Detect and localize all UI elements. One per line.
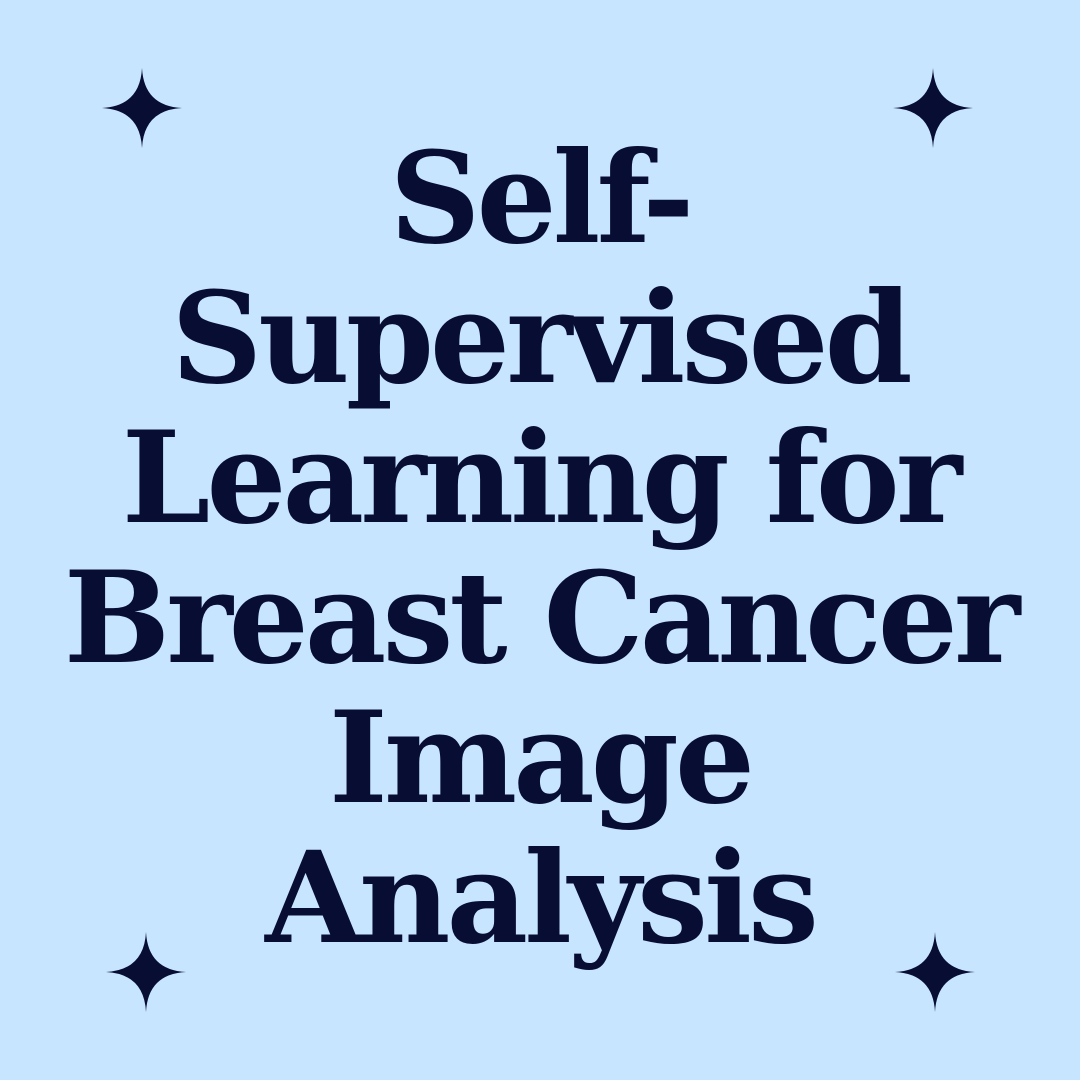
title-line-5: Image	[328, 684, 752, 832]
sparkle-bottom-right-icon	[895, 932, 975, 1012]
four-point-star-icon	[106, 932, 186, 1012]
title-line-1: Self-	[389, 124, 691, 272]
sparkle-bottom-left-icon	[106, 932, 186, 1012]
title-line-2: Supervised	[171, 264, 909, 412]
title-line-3: Learning for	[121, 404, 959, 552]
four-point-star-icon	[895, 932, 975, 1012]
title-line-6: Analysis	[265, 824, 815, 972]
poster-title	[40, 124, 1040, 972]
title-line-4: Breast Cancer	[63, 544, 1017, 692]
